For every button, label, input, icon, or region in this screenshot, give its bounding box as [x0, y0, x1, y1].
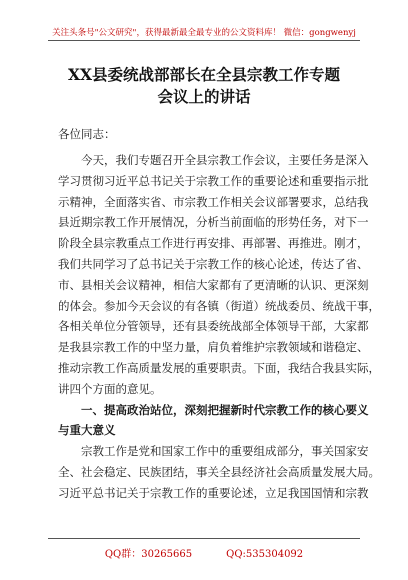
body-line: 讲四个方面的意见。 [58, 381, 162, 396]
body-line: 示精神，全面落实省、市宗教工作相关会议部署要求，总结我 [58, 194, 369, 209]
footer-qq: QQ:535304092 [226, 549, 304, 560]
body-line: 是我县宗教工作的中坚力量，肩负着维护宗教领域和谐稳定、 [58, 340, 369, 355]
salutation: 各位同志： [58, 127, 116, 141]
section-heading-line: 一、提高政治站位，深刻把握新时代宗教工作的核心要义 [81, 402, 369, 417]
body-line: 宗教工作是党和国家工作中的重要组成部分，事关国家安 [81, 444, 369, 459]
footer-qq-group: QQ群：30265665 [104, 549, 193, 560]
body-line: 阶段全县宗教重点工作进行再安排、再部署、再推进。刚才， [58, 236, 369, 251]
title-line-1: XX县委统战部部长在全县宗教工作专题 [67, 65, 341, 84]
footer-contact [0, 545, 408, 560]
body-line: 习近平总书记关于宗教工作的重要论述，立足我国国情和宗教 [58, 485, 369, 500]
document-title [40, 64, 368, 108]
header-divider [48, 40, 360, 41]
body-line: 县近期宗教工作开展情况，分析当前面临的形势任务，对下一 [58, 215, 369, 230]
body-line: 推动宗教工作高质量发展的重要职责。下面，我结合我县实际， [58, 360, 380, 375]
body-line: 全、社会稳定、民族团结，事关全县经济社会高质量发展大局。 [58, 464, 380, 479]
body-line: 市、县相关会议精神，相信大家都有了更清晰的认识、更深刻 [58, 277, 369, 292]
header-banner: 关注头条号"公文研究"，获得最新最全最专业的公文资料库！ 微信：gongwenyj [52, 28, 356, 38]
body-line: 的体会。参加今天会议的有各镇（街道）统战委员、统战干事， [58, 298, 380, 313]
footer-divider [48, 538, 360, 539]
body-line: 学习贯彻习近平总书记关于宗教工作的重要论述和重要指示批 [58, 173, 369, 188]
body-line: 我们共同学习了总书记关于宗教工作的核心论述，传达了省、 [58, 256, 369, 271]
document-body [58, 150, 380, 504]
section-heading-line: 与重大意义 [58, 423, 116, 438]
title-line-2: 会议上的讲话 [157, 87, 251, 106]
body-line: 各相关单位分管领导，还有县委统战部全体领导干部，大家都 [58, 319, 369, 334]
body-line: 今天，我们专题召开全县宗教工作会议，主要任务是深入 [81, 153, 369, 167]
